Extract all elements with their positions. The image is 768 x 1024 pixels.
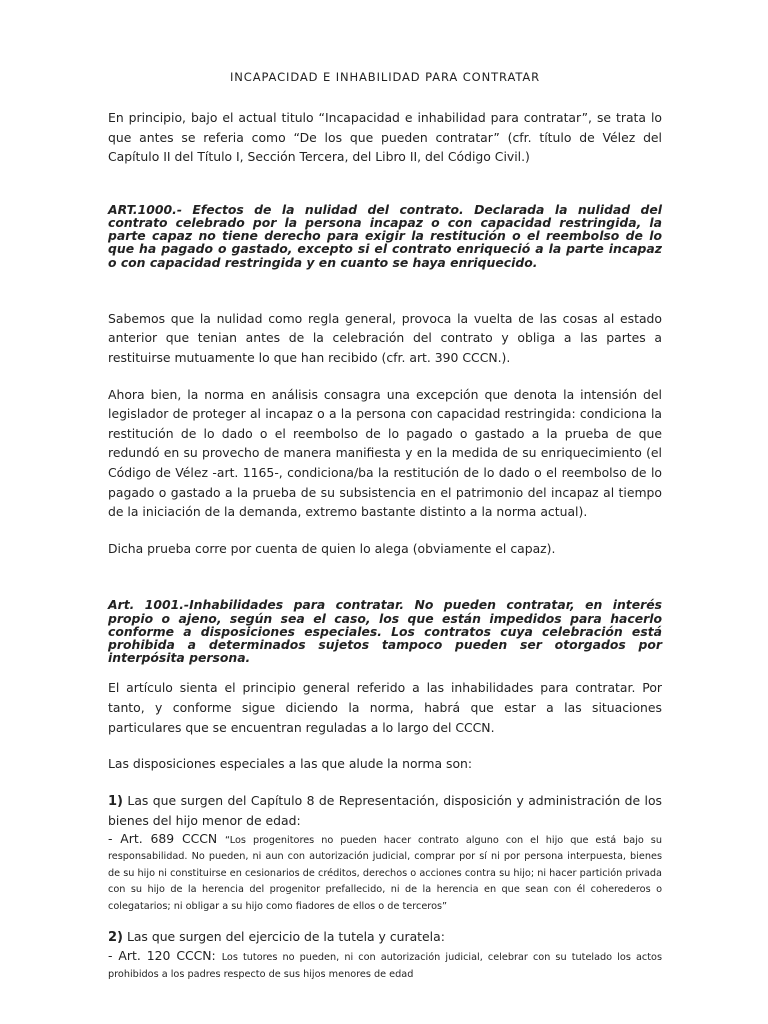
list-item-1	[108, 791, 662, 831]
quote-art-689	[108, 831, 662, 916]
quote-art-689-ref: - Art. 689 CCCN	[108, 830, 226, 846]
paragraph-prueba: Dicha prueba corre por cuenta de quien lo alega (obviamente el capaz).	[108, 540, 556, 556]
paragraph-principio-general: El artículo sienta el principio general referido a las inhabilidades para contratar. Por tanto, y conforme sigue diciendo la norma, habrá que estar a las situaciones particulares que se encuentran reguladas a lo largo del CCCN.	[108, 680, 662, 735]
paragraph-disposiciones: Las disposiciones especiales a las que alude la norma son:	[108, 756, 473, 772]
quote-art-689-text: “Los progenitores no pueden hacer contrato alguno con el hijo que está bajo su responsabilidad. No pueden, ni aun con autorización judicial, comprar por sí ni por persona interpuesta, bienes de su hijo ni constituirse en cesionarios de créditos, derechos o acciones contra su hijo; ni hacer partición privada con su hijo de la herencia del progenitor prefallecido, ni de la herencia en que sean con él coherederos o colegatarios; ni obligar a su hijo como fiadores de ellos o de terceros”	[108, 834, 662, 912]
article-1001: Art. 1001.-Inhabilidades para contratar. No pueden contratar, en interés propio o ajeno, según sea el caso, los que están impedidos para hacerlo conforme a disposiciones especiales. Los contratos cuya celebración está prohibida a determinados sujetos tampoco pueden ser otorgados por interpósita persona.	[108, 597, 662, 666]
quote-art-120-text: Los tutores no pueden, ni con autorización judicial, celebrar con su tutelado los actos prohibidos a los padres respecto de sus hijos menores de edad	[108, 952, 662, 980]
article-1000: ART.1000.- Efectos de la nulidad del contrato. Declarada la nulidad del contrato celebrado por la persona incapaz o con capacidad restringida, la parte capaz no tiene derecho para exigir la restitución o el reembolso de lo que ha pagado o gastado, excepto si el contrato enriqueció a la parte incapaz o con capacidad restringida y en cuanto se haya enriquecido.	[108, 201, 662, 270]
document-title: INCAPACIDAD E INHABILIDAD PARA CONTRATAR	[229, 70, 541, 84]
intro-paragraph: En principio, bajo el actual titulo “Incapacidad e inhabilidad para contratar”, se trata lo que antes se referia como “De los que pueden contratar” (cfr. título de Vélez del Capítulo II del Título I, Sección Tercera, del Libro II, del Código Civil.)	[108, 110, 662, 165]
list-item-2-text: Las que surgen del ejercicio de la tutela y curatela:	[123, 929, 445, 945]
quote-art-120-ref: - Art. 120 CCCN:	[108, 948, 222, 963]
list-item-1-text: Las que surgen del Capítulo 8 de Representación, disposición y administración de los bienes del hijo menor de edad:	[108, 792, 662, 829]
paragraph-nulidad: Sabemos que la nulidad como regla general, provoca la vuelta de las cosas al estado anterior que tenian antes de la celebración del contrato y obliga a las partes a restituirse mutuamente lo que han recibido (cfr. art. 390 CCCN.).	[108, 310, 662, 365]
quote-art-120	[108, 948, 662, 983]
list-item-2	[108, 927, 662, 948]
paragraph-excepcion: Ahora bien, la norma en análisis consagra una excepción que denota la intensión del legislador de proteger al incapaz o a la persona con capacidad restringida: condiciona la restitución de lo dado o el reembolso de lo pagado o gastado a la prueba de que redundó en su provecho de manera manifiesta y en la medida de su enriquecimiento (el Código de Vélez -art. 1165-, condiciona/ba la restitución de lo dado o el reembolso de lo pagado o gastado a la prueba de su subsistencia en el patrimonio del incapaz al tiempo de la iniciación de la demanda, extremo bastante distinto a la norma actual).	[108, 386, 662, 520]
list-item-2-number: 2)	[108, 930, 123, 946]
list-item-1-number: 1)	[108, 793, 123, 809]
